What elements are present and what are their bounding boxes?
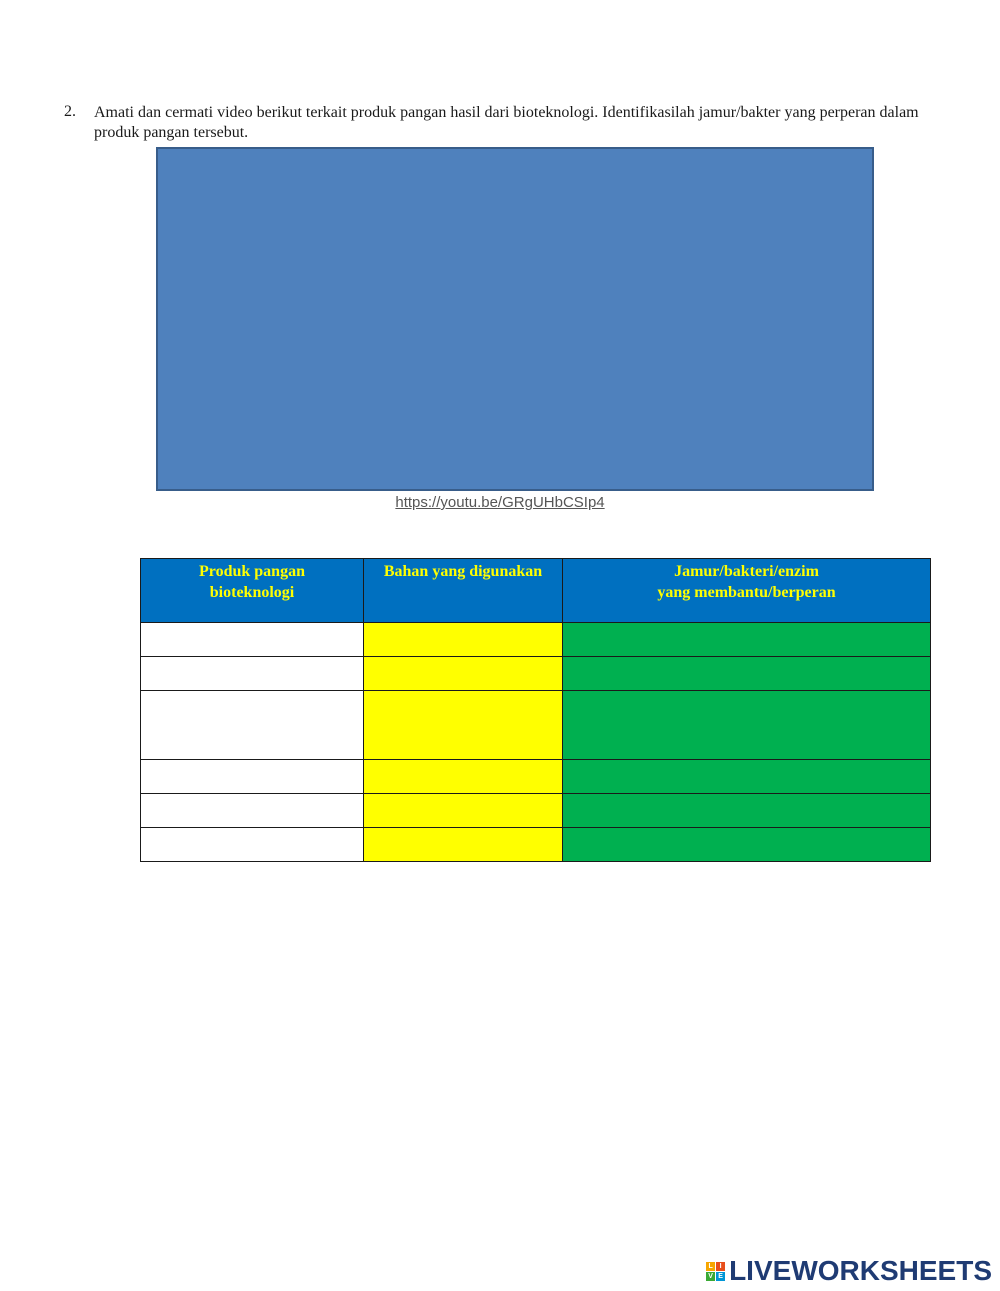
header-bahan [364, 559, 563, 623]
produk-input[interactable] [141, 630, 363, 649]
header-produk-line2: bioteknologi [209, 584, 295, 601]
bahan-cell [364, 760, 563, 794]
bahan-input[interactable] [364, 801, 562, 820]
bahan-cell [364, 623, 563, 657]
jamur-input[interactable] [563, 767, 930, 786]
logo-text: LIVEWORKSHEETS [729, 1255, 992, 1286]
logo-mark-icon [706, 1262, 725, 1281]
table-row [141, 691, 931, 760]
table-row [141, 657, 931, 691]
jamur-input[interactable] [563, 835, 930, 854]
header-produk [141, 559, 364, 623]
bahan-cell [364, 691, 563, 760]
header-jamur-line1: Jamur/bakteri/enzim [674, 563, 819, 580]
jamur-input[interactable] [563, 801, 930, 820]
video-link[interactable]: https://youtu.be/GRgUHbCSIp4 [395, 494, 605, 511]
jamur-cell [563, 794, 931, 828]
table-row [141, 760, 931, 794]
table-row [141, 828, 931, 862]
bahan-input[interactable] [364, 716, 562, 735]
produk-input[interactable] [141, 664, 363, 683]
table-row [141, 794, 931, 828]
header-produk-line1: Produk pangan [199, 563, 305, 580]
produk-cell [141, 623, 364, 657]
produk-input[interactable] [141, 767, 363, 786]
produk-cell [141, 691, 364, 760]
bahan-cell [364, 794, 563, 828]
logo-mark-letter: E [716, 1272, 725, 1281]
produk-input[interactable] [141, 835, 363, 854]
answer-table [140, 558, 931, 862]
jamur-cell [563, 623, 931, 657]
jamur-cell [563, 691, 931, 760]
jamur-cell [563, 657, 931, 691]
jamur-input[interactable] [563, 630, 930, 649]
table-row [141, 623, 931, 657]
bahan-input[interactable] [364, 835, 562, 854]
question-text: Amati dan cermati video berikut terkait produk pangan hasil dari bioteknologi. Identifikasilah jamur/bakter yang perperan dalam produk pangan tersebut. [94, 104, 919, 141]
header-jamur [563, 559, 931, 623]
produk-cell [141, 657, 364, 691]
header-bahan-label: Bahan yang digunakan [383, 563, 543, 580]
bahan-cell [364, 657, 563, 691]
bahan-input[interactable] [364, 630, 562, 649]
jamur-cell [563, 828, 931, 862]
produk-input[interactable] [141, 716, 363, 735]
produk-cell [141, 794, 364, 828]
logo-mark-letter: V [706, 1272, 715, 1281]
produk-cell [141, 760, 364, 794]
bahan-input[interactable] [364, 664, 562, 683]
produk-cell [141, 828, 364, 862]
logo-mark-letter: I [716, 1262, 725, 1271]
jamur-input[interactable] [563, 664, 930, 683]
liveworksheets-logo [706, 1256, 992, 1286]
produk-input[interactable] [141, 801, 363, 820]
header-jamur-line2: yang membantu/berperan [657, 584, 836, 601]
question-number: 2. [64, 103, 76, 120]
bahan-cell [364, 828, 563, 862]
video-embed[interactable] [156, 147, 874, 491]
jamur-input[interactable] [563, 716, 930, 735]
jamur-cell [563, 760, 931, 794]
bahan-input[interactable] [364, 767, 562, 786]
logo-mark-letter: L [706, 1262, 715, 1271]
